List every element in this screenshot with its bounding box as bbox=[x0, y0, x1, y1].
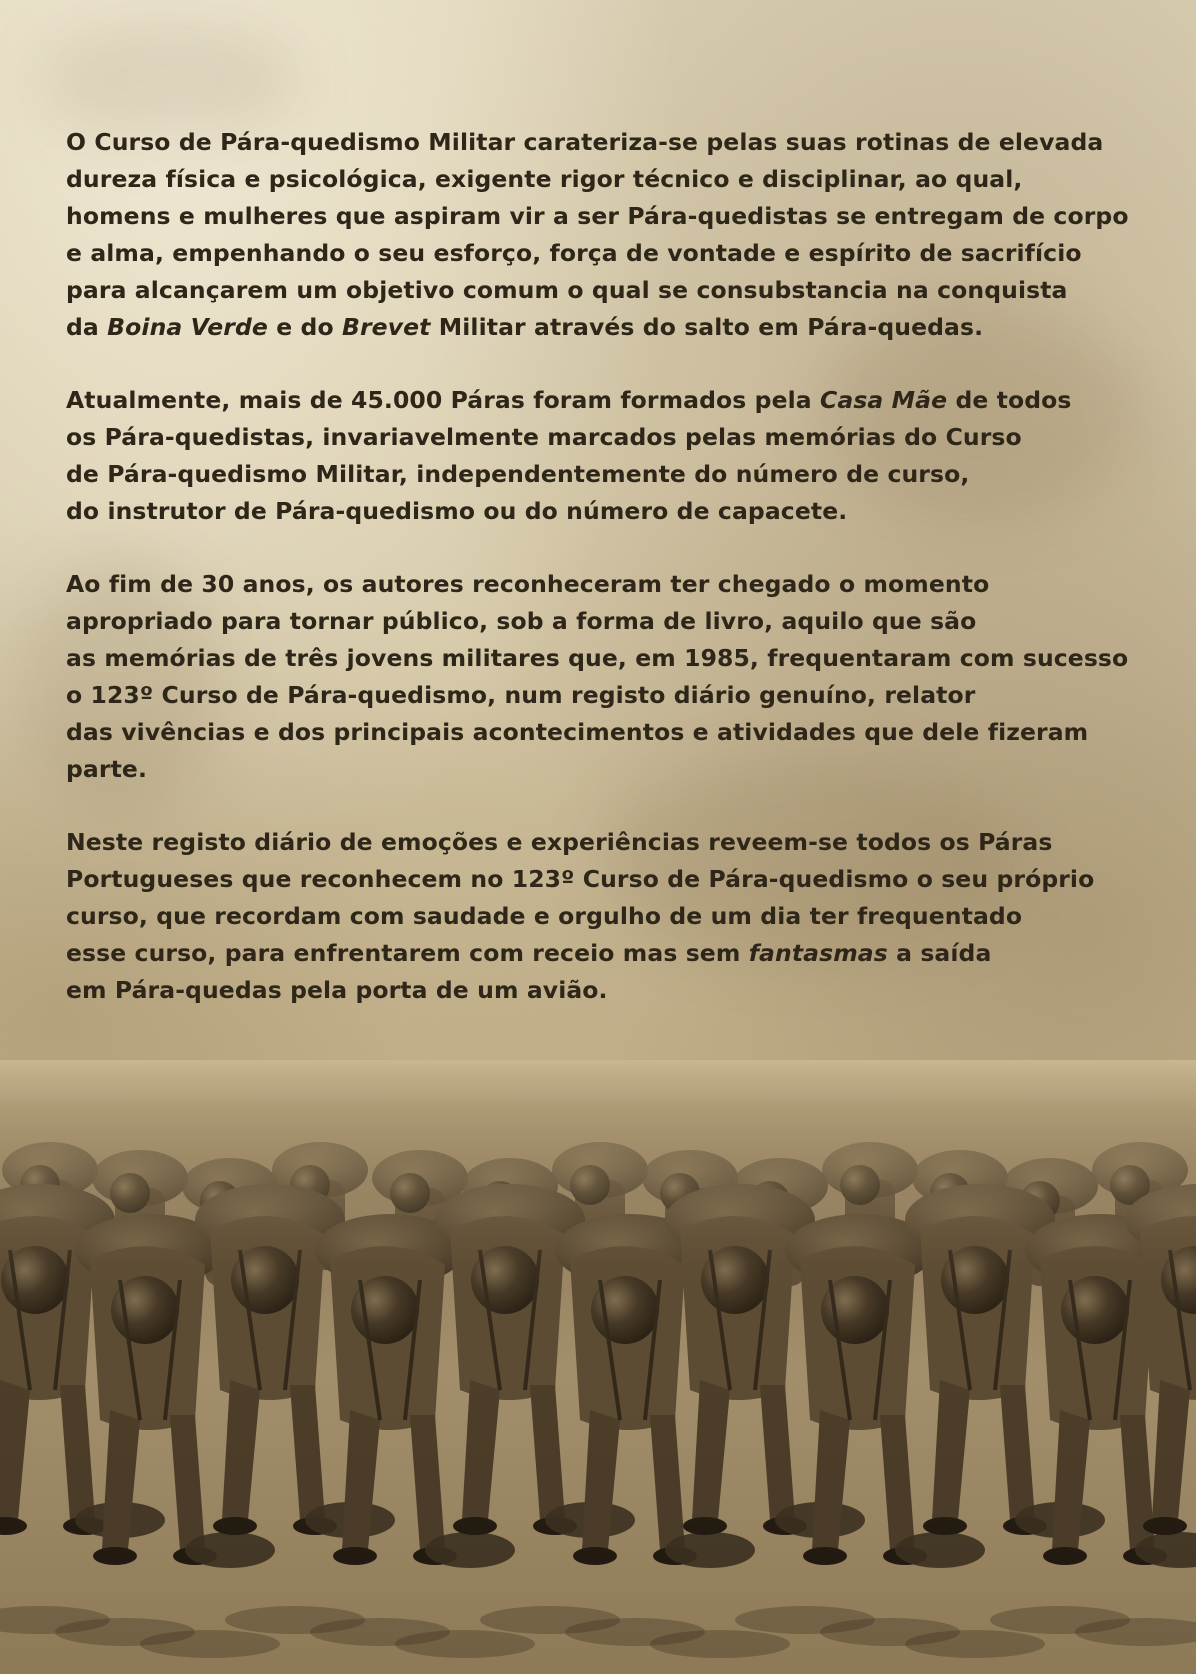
text-segment: para alcançarem um objetivo comum o qual se consubstancia na conquista bbox=[66, 276, 1068, 304]
text-line bbox=[66, 640, 1136, 677]
text-line bbox=[66, 898, 1136, 935]
text-segment: Atualmente, mais de 45.000 Páras foram formados pela bbox=[66, 386, 821, 414]
text-segment: dureza física e psicológica, exigente rigor técnico e disciplinar, ao qual, bbox=[66, 165, 1023, 193]
text-segment: esse curso, para enfrentarem com receio mas sem bbox=[66, 939, 749, 967]
text-line bbox=[66, 456, 1136, 493]
text-line bbox=[66, 677, 1136, 714]
italic-term: Brevet bbox=[341, 313, 431, 341]
text-line bbox=[66, 493, 1136, 530]
text-line bbox=[66, 235, 1136, 272]
text-segment: do instrutor de Pára-quedismo ou do número de capacete. bbox=[66, 497, 848, 525]
text-line bbox=[66, 751, 1136, 788]
paragraph-4 bbox=[66, 824, 1136, 1009]
text-line bbox=[66, 161, 1136, 198]
text-segment: de Pára-quedismo Militar, independentemente do número de curso, bbox=[66, 460, 970, 488]
text-segment: parte. bbox=[66, 755, 147, 783]
text-segment: homens e mulheres que aspiram vir a ser Pára-quedistas se entregam de corpo bbox=[66, 202, 1129, 230]
paragraph-3 bbox=[66, 566, 1136, 788]
text-segment: Portugueses que reconhecem no 123º Curso de Pára-quedismo o seu próprio bbox=[66, 865, 1095, 893]
text-segment: os Pára-quedistas, invariavelmente marcados pelas memórias do Curso bbox=[66, 423, 1022, 451]
text-line bbox=[66, 566, 1136, 603]
text-segment: o 123º Curso de Pára-quedismo, num registo diário genuíno, relator bbox=[66, 681, 976, 709]
text-line bbox=[66, 198, 1136, 235]
text-segment: de todos bbox=[947, 386, 1072, 414]
text-segment: O Curso de Pára-quedismo Militar carateriza-se pelas suas rotinas de elevada bbox=[66, 128, 1104, 156]
text-segment: e do bbox=[267, 313, 342, 341]
text-line bbox=[66, 272, 1136, 309]
text-line bbox=[66, 603, 1136, 640]
text-line bbox=[66, 714, 1136, 751]
italic-term: Boina Verde bbox=[107, 313, 268, 341]
text-segment: Ao fim de 30 anos, os autores reconheceram ter chegado o momento bbox=[66, 570, 990, 598]
text-segment: apropriado para tornar público, sob a forma de livro, aquilo que são bbox=[66, 607, 977, 635]
text-segment: e alma, empenhando o seu esforço, força de vontade e espírito de sacrifício bbox=[66, 239, 1082, 267]
text-line bbox=[66, 861, 1136, 898]
italic-term: Casa Mãe bbox=[820, 386, 948, 414]
photo-illustration bbox=[0, 1060, 1196, 1674]
italic-term: fantasmas bbox=[748, 939, 888, 967]
text-line bbox=[66, 972, 1136, 1009]
paratroopers-training-photo bbox=[0, 1060, 1196, 1674]
text-segment: da bbox=[66, 313, 108, 341]
text-line bbox=[66, 382, 1136, 419]
paragraph-2 bbox=[66, 382, 1136, 530]
text-line bbox=[66, 824, 1136, 861]
text-segment: Militar através do salto em Pára-quedas. bbox=[430, 313, 984, 341]
text-segment: das vivências e dos principais acontecimentos e atividades que dele fizeram bbox=[66, 718, 1089, 746]
text-segment: a saída bbox=[887, 939, 992, 967]
text-line bbox=[66, 124, 1136, 161]
text-segment: curso, que recordam com saudade e orgulho de um dia ter frequentado bbox=[66, 902, 1023, 930]
text-segment: as memórias de três jovens militares que, em 1985, frequentaram com sucesso bbox=[66, 644, 1129, 672]
text-line bbox=[66, 935, 1136, 972]
body-text bbox=[66, 124, 1136, 1045]
text-line bbox=[66, 309, 1136, 346]
text-segment: Neste registo diário de emoções e experiências reveem-se todos os Páras bbox=[66, 828, 1053, 856]
paragraph-1 bbox=[66, 124, 1136, 346]
text-line bbox=[66, 419, 1136, 456]
text-segment: em Pára-quedas pela porta de um avião. bbox=[66, 976, 608, 1004]
